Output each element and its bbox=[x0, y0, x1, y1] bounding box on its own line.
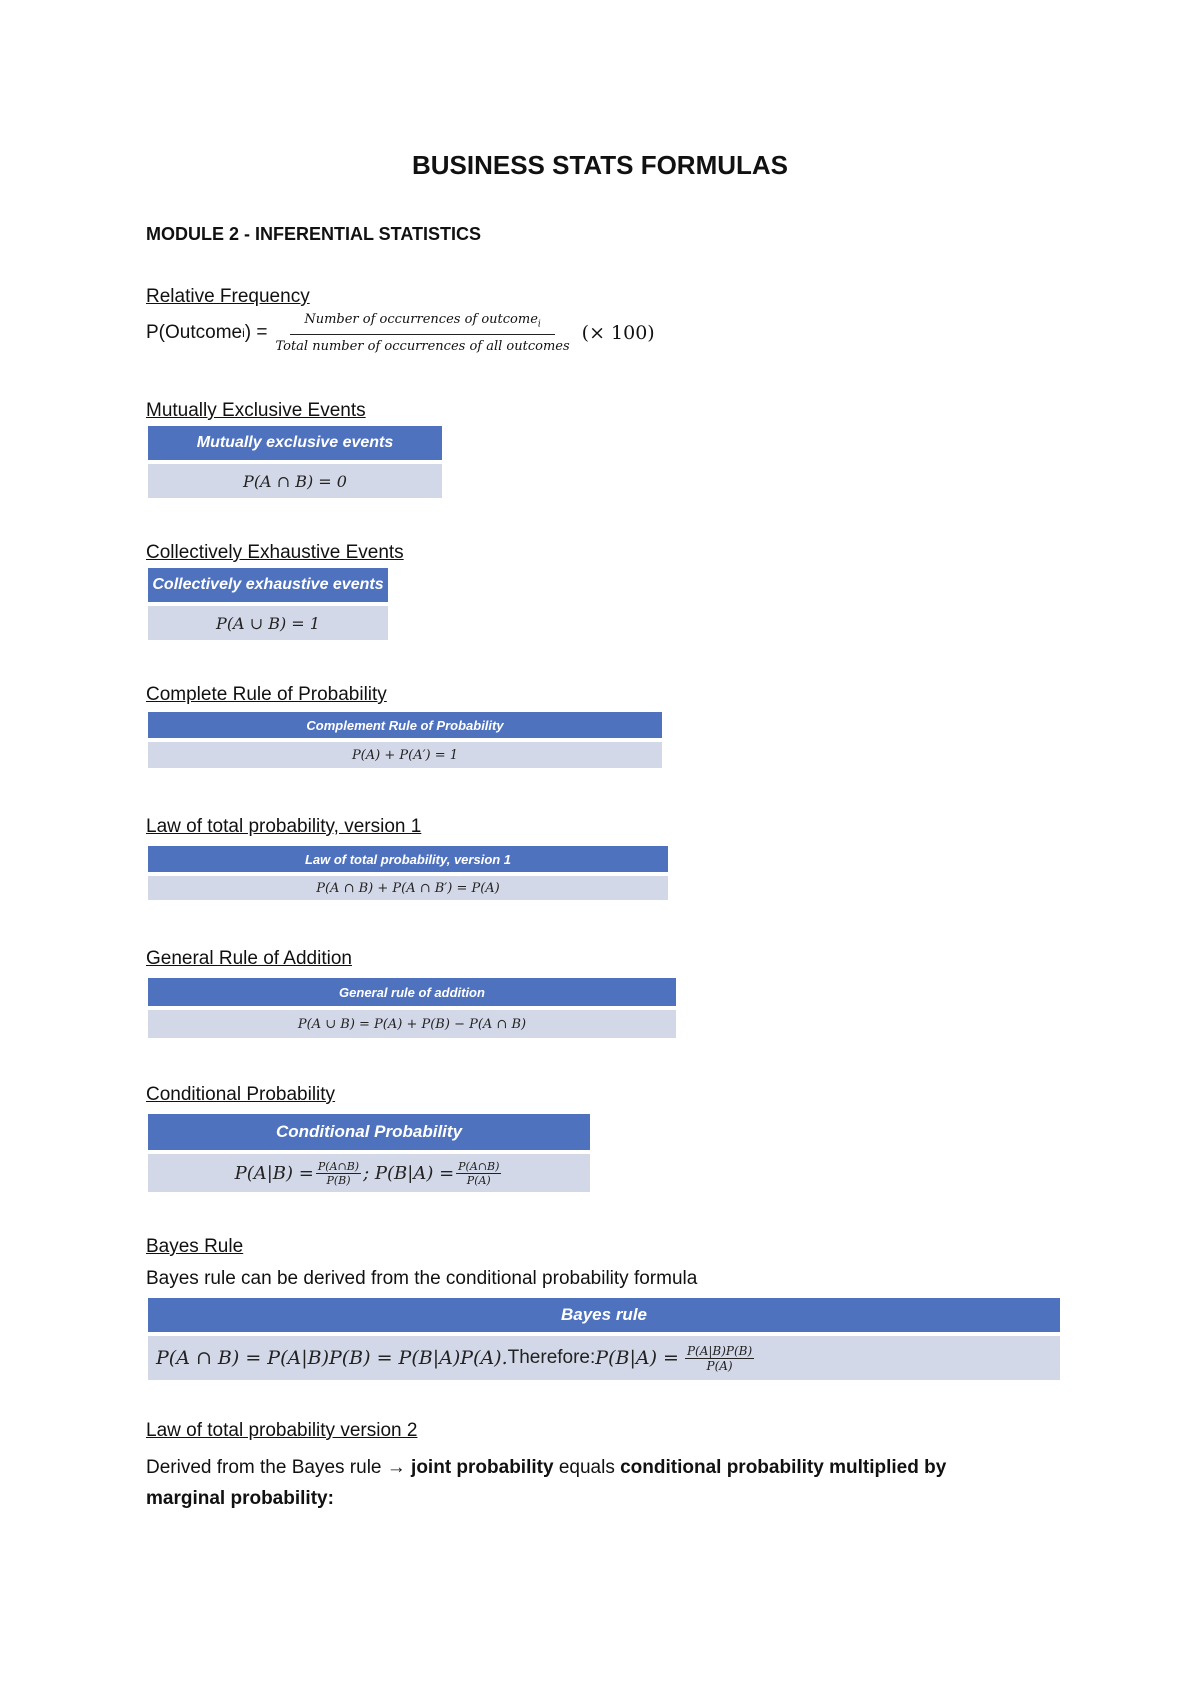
bayes-intro: Bayes rule can be derived from the conditional probability formula bbox=[146, 1268, 698, 1289]
box-header: Complement Rule of Probability bbox=[148, 712, 662, 738]
total-prob-v1-heading: Law of total probability, version 1 bbox=[146, 816, 422, 837]
cond-num1: P(A∩B) bbox=[317, 1159, 360, 1173]
cond-fraction-2 bbox=[456, 1160, 501, 1187]
tp2-text-2: equals bbox=[553, 1457, 621, 1478]
collectively-exhaustive-box bbox=[148, 568, 388, 640]
conditional-box bbox=[148, 1114, 590, 1192]
cond-den2: P(A) bbox=[466, 1173, 491, 1187]
bayes-fraction bbox=[685, 1344, 754, 1373]
mutually-exclusive-box bbox=[148, 426, 442, 498]
rf-lhs-end: ) = bbox=[244, 321, 268, 343]
conditional-heading: Conditional Probability bbox=[146, 1084, 336, 1105]
tp2-bold-2: conditional probability multiplied by bbox=[620, 1457, 947, 1478]
bayes-formula-part: P(A ∩ B) = P(A|B)P(B) = P(B|A)P(A). bbox=[156, 1347, 508, 1369]
rf-lhs: P(Outcome bbox=[146, 321, 243, 343]
box-formula bbox=[148, 1154, 590, 1192]
box-header: Conditional Probability bbox=[148, 1114, 590, 1150]
box-formula bbox=[148, 1336, 1060, 1380]
bayes-lhs: P(B|A) = bbox=[595, 1347, 679, 1369]
box-header: Bayes rule bbox=[148, 1298, 1060, 1332]
bayes-box bbox=[148, 1298, 1060, 1380]
module-heading: MODULE 2 - INFERENTIAL STATISTICS bbox=[146, 224, 482, 244]
cond-lhs1: P(A|B) = bbox=[234, 1162, 314, 1184]
box-header: General rule of addition bbox=[148, 978, 676, 1006]
relative-frequency-formula bbox=[146, 312, 655, 354]
addition-heading: General Rule of Addition bbox=[146, 948, 352, 969]
total-prob-v2-heading: Law of total probability version 2 bbox=[146, 1420, 418, 1441]
cond-fraction-1 bbox=[316, 1160, 361, 1187]
bayes-den: P(A) bbox=[706, 1358, 733, 1373]
box-formula: P(A) + P(A′) = 1 bbox=[148, 742, 662, 768]
rf-denominator: Total number of occurrences of all outcomes bbox=[275, 338, 570, 354]
rf-numerator: Number of occurrences of outcome bbox=[304, 312, 538, 327]
mutually-exclusive-heading: Mutually Exclusive Events bbox=[146, 400, 366, 421]
rf-numerator-sub: i bbox=[537, 319, 541, 330]
rf-fraction bbox=[273, 312, 571, 354]
total-prob-v1-box bbox=[148, 846, 668, 900]
tp2-bold-3: marginal probability: bbox=[146, 1488, 334, 1509]
rf-tail: (× 100) bbox=[581, 321, 655, 344]
box-header: Collectively exhaustive events bbox=[148, 568, 388, 602]
tp2-bold-1: joint probability bbox=[411, 1457, 554, 1478]
addition-box bbox=[148, 978, 676, 1038]
page-title: BUSINESS STATS FORMULAS bbox=[411, 150, 789, 180]
cond-num2: P(A∩B) bbox=[458, 1159, 500, 1173]
collectively-exhaustive-heading: Collectively Exhaustive Events bbox=[146, 542, 404, 563]
box-header: Law of total probability, version 1 bbox=[148, 846, 668, 872]
complement-box bbox=[148, 712, 662, 768]
box-formula: P(A ∪ B) = 1 bbox=[148, 606, 388, 640]
box-formula: P(A ∩ B) + P(A ∩ B′) = P(A) bbox=[148, 876, 668, 900]
box-formula: P(A ∩ B) = 0 bbox=[148, 464, 442, 498]
relative-frequency-heading: Relative Frequency bbox=[146, 286, 310, 307]
cond-mid: ; P(B|A) = bbox=[363, 1162, 455, 1184]
tp2-text-1: Derived from the Bayes rule → bbox=[146, 1457, 412, 1478]
box-formula: P(A ∪ B) = P(A) + P(B) − P(A ∩ B) bbox=[148, 1010, 676, 1038]
box-header: Mutually exclusive events bbox=[148, 426, 442, 460]
bayes-therefore: Therefore: bbox=[507, 1347, 596, 1368]
rf-lhs-sub: i bbox=[242, 325, 245, 340]
total-prob-v2-text bbox=[146, 1452, 1046, 1514]
bayes-num: P(A|B)P(B) bbox=[686, 1343, 753, 1358]
bayes-heading: Bayes Rule bbox=[146, 1236, 244, 1257]
complement-heading: Complete Rule of Probability bbox=[146, 684, 387, 705]
cond-den1: P(B) bbox=[326, 1173, 351, 1187]
